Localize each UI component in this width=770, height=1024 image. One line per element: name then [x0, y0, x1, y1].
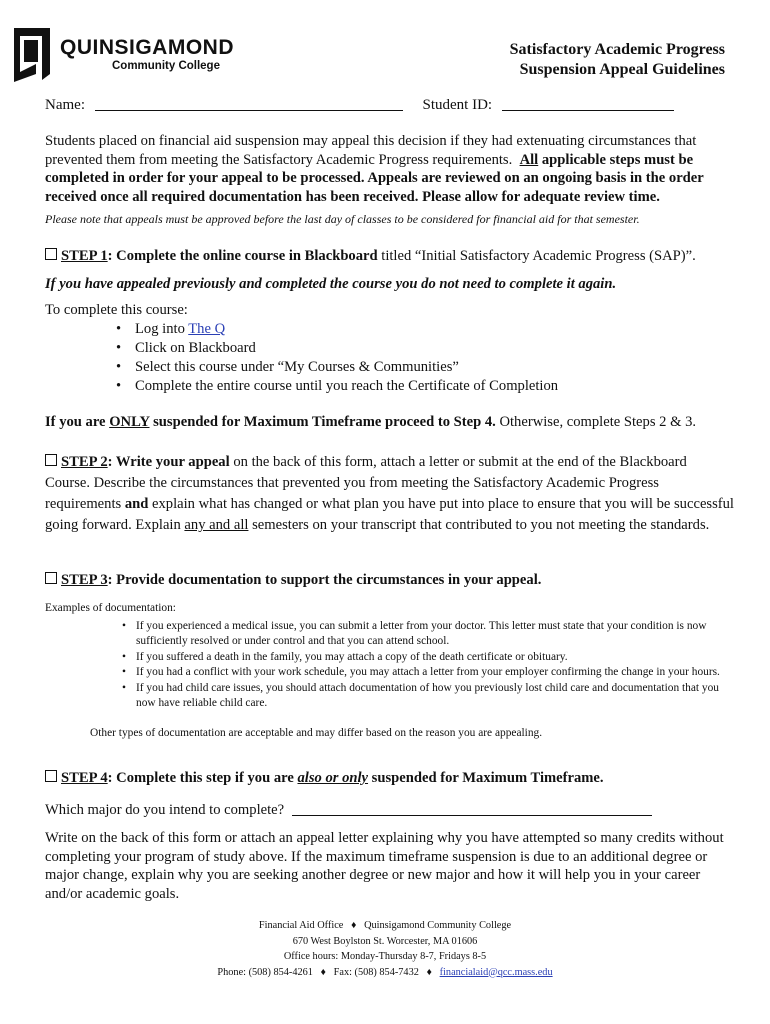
- intro-all: All: [519, 151, 539, 168]
- major-question: Which major do you intend to complete?: [45, 802, 285, 818]
- checkbox-icon[interactable]: [45, 770, 57, 782]
- step-1-intro: To complete this course:: [45, 302, 188, 318]
- intro-text: Students placed on financial aid suspension may appeal this decision if they had extenuating circumstances that prevented them from meeting the Satisfactory Academic Progress requirements.: [45, 133, 697, 168]
- list-item: • If you had a conflict with your work schedule, you may attach a letter from your employer confirming the change in your hours.: [108, 665, 728, 680]
- checkbox-icon[interactable]: [45, 248, 57, 260]
- footer-address: 670 West Boylston St. Worcester, MA 01606: [292, 935, 478, 947]
- step-1-list: [114, 320, 734, 396]
- list-item: • Click on Blackboard: [114, 339, 734, 358]
- max-timeframe-note: If you are ONLY suspended for Maximum Timeframe proceed to Step 4. Otherwise, complete Steps 2 & 3.: [45, 414, 697, 430]
- list-item: • Complete the entire course until you reach the Certificate of Completion: [114, 377, 734, 396]
- name-blank[interactable]: [95, 96, 403, 111]
- deadline-note: Please note that appeals must be approved before the last day of classes to be considered for financial aid for that semester.: [45, 212, 640, 226]
- the-q-link[interactable]: The Q: [188, 321, 226, 337]
- list-item: • Log into The Q: [114, 320, 734, 339]
- step-1-rest: titled “Initial Satisfactory Academic Progress (SAP)”.: [377, 248, 696, 264]
- checkbox-icon[interactable]: [45, 454, 57, 466]
- step-1-note: If you have appealed previously and completed the course you do not need to complete it again.: [45, 276, 617, 292]
- name-id-line: [45, 96, 674, 114]
- step-1-label: STEP 1: [61, 248, 108, 264]
- step-4-instructions: Write on the back of this form or attach an appeal letter explaining why you have attempted so many credits without completing your program of study above. If the maximum timeframe suspension is due to an additional degree or major change, explain why you are seeking another degree or new major and how it will help you in your career and/or academic goals.: [45, 830, 724, 902]
- diamond-icon: ♦: [351, 920, 357, 931]
- checkbox-icon[interactable]: [45, 572, 57, 584]
- name-label: Name:: [45, 97, 85, 113]
- step-4-heading: STEP 4: Complete this step if you are also or only suspended for Maximum Timeframe.: [45, 768, 735, 789]
- footer-hours: Office hours: Monday-Thursday 8-7, Fridays 8-5: [283, 951, 487, 962]
- step-1-bold: : Complete the online course in Blackboard: [107, 248, 378, 264]
- step-2-paragraph: STEP 2: Write your appeal on the back of this form, attach a letter or submit at the end of the Blackboard Course. Describe the circumstances that prevented you from meeting the Satisfactory Academic Progress requirements and explain what has changed or what plan you have put into place to ensure that you will be successful going forward. Explain any and all semesters on your transcript that contributed to you not meeting the standards.: [45, 454, 734, 533]
- list-item: • If you experienced a medical issue, you can submit a letter from your doctor. This letter must state that your condition is now sufficiently resolved or under control and that you can attend school.: [108, 619, 728, 650]
- footer-college: Quinsigamond Community College: [364, 920, 512, 931]
- footer-phone: Phone: (508) 854-4261: [217, 966, 313, 978]
- other-docs-note: Other types of documentation are acceptable and may differ based on the reason you are appealing.: [90, 727, 543, 739]
- list-item: • If you had child care issues, you should attach documentation of how you previously lost child care and documentation that you now have reliable child care.: [108, 681, 728, 712]
- step-1-heading: [45, 246, 735, 267]
- college-logo-mark: [12, 26, 52, 82]
- email-link[interactable]: financialaid@qcc.mass.edu: [439, 966, 553, 978]
- logo-subtitle: Community College: [112, 60, 220, 72]
- diamond-icon: ♦: [426, 966, 432, 978]
- list-item: • Select this course under “My Courses & Communities”: [114, 358, 734, 377]
- major-question-line: [45, 800, 735, 821]
- documentation-list: [108, 619, 728, 711]
- step-3-heading: STEP 3: Provide documentation to support the circumstances in your appeal.: [45, 570, 735, 591]
- footer: [0, 918, 770, 980]
- intro-bold-text: applicable steps must be completed in order for your appeal to be processed. Appeals are reviewed on an ongoing basis in the order received once all required documentation has been received. Please allow for adequate review time.: [45, 151, 704, 205]
- student-id-blank[interactable]: [502, 96, 674, 111]
- major-blank[interactable]: [292, 801, 652, 816]
- title-line-2: Suspension Appeal Guidelines: [519, 61, 725, 78]
- title-line-1: Satisfactory Academic Progress: [509, 41, 725, 58]
- footer-office: Financial Aid Office: [258, 920, 344, 931]
- student-id-label: Student ID:: [422, 97, 493, 113]
- list-item: • If you suffered a death in the family, you may attach a copy of the death certificate or obituary.: [108, 650, 728, 665]
- diamond-icon: ♦: [320, 966, 326, 978]
- only-emphasis: ONLY: [109, 414, 150, 430]
- intro-paragraph: [45, 132, 735, 206]
- step-4-label: STEP 4: [61, 770, 108, 786]
- step-2-label: STEP 2: [61, 454, 108, 470]
- logo-wordmark: QUINSIGAMOND: [60, 36, 234, 59]
- examples-label: Examples of documentation:: [45, 602, 176, 614]
- step-3-label: STEP 3: [61, 572, 108, 588]
- page-title: [510, 40, 725, 80]
- footer-fax: Fax: (508) 854-7432: [333, 966, 419, 978]
